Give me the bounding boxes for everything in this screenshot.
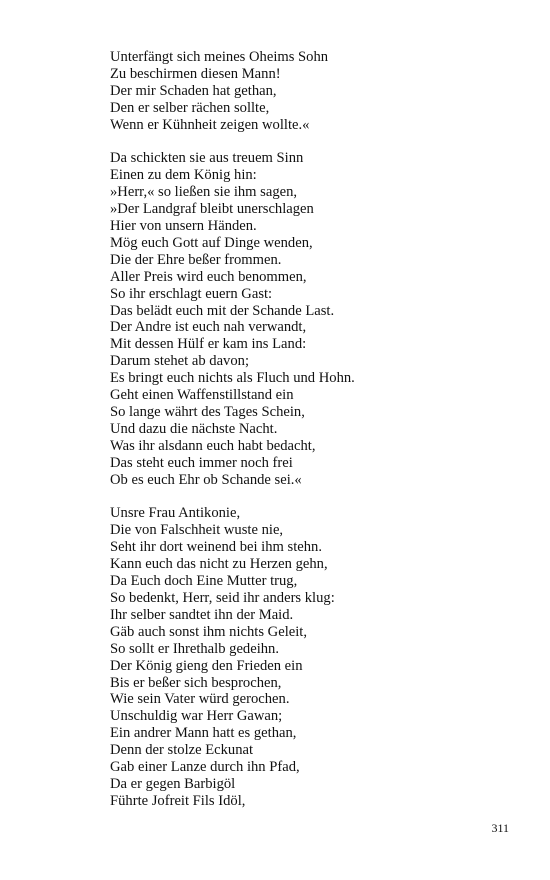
verse-line: Ob es euch Ehr ob Schande sei.« bbox=[110, 471, 302, 488]
verse-line: Wie sein Vater würd gerochen. bbox=[110, 691, 290, 708]
verse-line: Unsre Frau Antikonie, bbox=[110, 505, 241, 522]
verse-line: Der mir Schaden hat gethan, bbox=[110, 82, 277, 99]
verse-line: Gab einer Lanze durch ihn Pfad, bbox=[110, 759, 300, 776]
verse-line: Die von Falschheit wuste nie, bbox=[110, 522, 284, 539]
verse-line: Bis er beßer sich besprochen, bbox=[110, 674, 282, 691]
verse-line: Unschuldig war Herr Gawan; bbox=[110, 708, 283, 725]
verse-line: Den er selber rächen sollte, bbox=[110, 99, 270, 116]
verse-line: Darum stehet ab davon; bbox=[110, 353, 250, 370]
verse-line: Aller Preis wird euch benommen, bbox=[110, 268, 307, 285]
verse-line: So sollt er Ihrethalb gedeihn. bbox=[110, 640, 280, 657]
verse-line: Was ihr alsdann euch habt bedacht, bbox=[110, 437, 316, 454]
verse-line: Ein andrer Mann hatt es gethan, bbox=[110, 725, 297, 742]
verse-line: Denn der stolze Eckunat bbox=[110, 742, 254, 759]
verse-line: So lange währt des Tages Schein, bbox=[110, 404, 305, 421]
verse-line: »Der Landgraf bleibt unerschlagen bbox=[110, 201, 314, 218]
verse-line: Unterfängt sich meines Oheims Sohn bbox=[110, 49, 329, 65]
verse-line: Einen zu dem König hin: bbox=[110, 167, 257, 184]
verse-line: Da Euch doch Eine Mutter trug, bbox=[110, 573, 298, 590]
verse-line: Das belädt euch mit der Schande Last. bbox=[110, 302, 335, 319]
poem-text bbox=[110, 49, 510, 810]
verse-line: Zu beschirmen diesen Mann! bbox=[110, 65, 281, 82]
stanza bbox=[110, 505, 510, 809]
stanza bbox=[110, 150, 510, 488]
verse-line: Da er gegen Barbigöl bbox=[110, 775, 236, 792]
verse-line: Der Andre ist euch nah verwandt, bbox=[110, 319, 307, 336]
verse-line: Es bringt euch nichts als Fluch und Hohn. bbox=[110, 370, 355, 387]
verse-line: Geht einen Waffenstillstand ein bbox=[110, 387, 294, 404]
verse-line: So ihr erschlagt euern Gast: bbox=[110, 285, 273, 302]
verse-line: Mit dessen Hülf er kam ins Land: bbox=[110, 336, 307, 353]
verse-line: Führte Jofreit Fils Idöl, bbox=[110, 792, 246, 809]
verse-line: Da schickten sie aus treuem Sinn bbox=[110, 150, 304, 167]
verse-line: Ihr selber sandtet ihn der Maid. bbox=[110, 606, 294, 623]
stanza bbox=[110, 49, 510, 134]
verse-line: Gäb auch sonst ihm nichts Geleit, bbox=[110, 623, 307, 640]
verse-line: Wenn er Kühnheit zeigen wollte.« bbox=[110, 116, 310, 133]
verse-line: Der König gieng den Frieden ein bbox=[110, 657, 303, 674]
verse-line: Hier von unsern Händen. bbox=[110, 218, 257, 235]
verse-line: Mög euch Gott auf Dinge wenden, bbox=[110, 234, 313, 251]
verse-line: Das steht euch immer noch frei bbox=[110, 454, 293, 471]
verse-line: So bedenkt, Herr, seid ihr anders klug: bbox=[110, 589, 335, 606]
verse-line: »Herr,« so ließen sie ihm sagen, bbox=[110, 184, 298, 201]
page-number: 311 bbox=[491, 821, 509, 835]
verse-line: Und dazu die nächste Nacht. bbox=[110, 420, 278, 437]
verse-line: Kann euch das nicht zu Herzen gehn, bbox=[110, 556, 328, 573]
verse-line: Seht ihr dort weinend bei ihm stehn. bbox=[110, 539, 322, 556]
verse-line: Die der Ehre beßer frommen. bbox=[110, 251, 282, 268]
